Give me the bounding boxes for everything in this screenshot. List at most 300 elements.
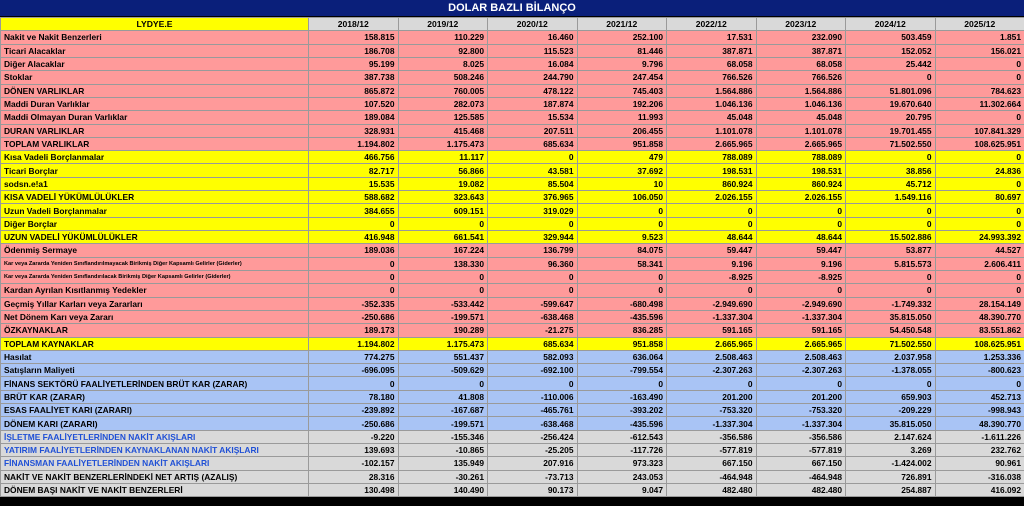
value-cell[interactable]: -2.949.690	[756, 297, 846, 310]
value-cell[interactable]: 788.089	[667, 151, 757, 164]
row-label[interactable]: sodsn.e!a1	[1, 177, 309, 190]
value-cell[interactable]: -1.611.226	[935, 430, 1024, 443]
value-cell[interactable]: 0	[577, 204, 667, 217]
value-cell[interactable]: -612.543	[577, 430, 667, 443]
value-cell[interactable]: -465.761	[488, 404, 578, 417]
value-cell[interactable]: -117.726	[577, 444, 667, 457]
value-cell[interactable]: 19.701.455	[846, 124, 936, 137]
row-label[interactable]: Net Dönem Karı veya Zararı	[1, 310, 309, 323]
value-cell[interactable]: 28.316	[309, 470, 399, 483]
value-cell[interactable]: 685.634	[488, 137, 578, 150]
value-cell[interactable]: 189.084	[309, 111, 399, 124]
row-label[interactable]: Uzun Vadeli Borçlanmalar	[1, 204, 309, 217]
value-cell[interactable]: 244.790	[488, 71, 578, 84]
value-cell[interactable]: -356.586	[756, 430, 846, 443]
value-cell[interactable]: 387.871	[667, 44, 757, 57]
value-cell[interactable]: 482.480	[667, 483, 757, 496]
value-cell[interactable]: 158.815	[309, 31, 399, 44]
value-cell[interactable]: 478.122	[488, 84, 578, 97]
value-cell[interactable]: 106.050	[577, 191, 667, 204]
value-cell[interactable]: 186.708	[309, 44, 399, 57]
row-label[interactable]: Diğer Alacaklar	[1, 57, 309, 70]
value-cell[interactable]: -1.378.055	[846, 364, 936, 377]
row-label[interactable]: Kar veya Zararda Yeniden Sınıflandırılmayacak Birikmiş Diğer Kapsamlı Gelirler (Giderler)	[1, 257, 309, 270]
value-cell[interactable]: -30.261	[398, 470, 488, 483]
value-cell[interactable]: 726.891	[846, 470, 936, 483]
value-cell[interactable]: 416.092	[935, 483, 1024, 496]
value-cell[interactable]: 2.026.155	[756, 191, 846, 204]
value-cell[interactable]: 11.993	[577, 111, 667, 124]
value-cell[interactable]: -352.335	[309, 297, 399, 310]
value-cell[interactable]: -533.442	[398, 297, 488, 310]
value-cell[interactable]: -753.320	[756, 404, 846, 417]
value-cell[interactable]: -435.596	[577, 310, 667, 323]
value-cell[interactable]: -509.629	[398, 364, 488, 377]
value-cell[interactable]: 745.403	[577, 84, 667, 97]
value-cell[interactable]: 110.229	[398, 31, 488, 44]
value-cell[interactable]: 85.504	[488, 177, 578, 190]
value-cell[interactable]: 139.693	[309, 444, 399, 457]
value-cell[interactable]: 0	[756, 217, 846, 230]
value-cell[interactable]: -696.095	[309, 364, 399, 377]
value-cell[interactable]: 15.534	[488, 111, 578, 124]
value-cell[interactable]: 1.175.473	[398, 137, 488, 150]
value-cell[interactable]: 16.084	[488, 57, 578, 70]
value-cell[interactable]: -393.202	[577, 404, 667, 417]
row-label[interactable]: Kardan Ayrılan Kısıtlanmış Yedekler	[1, 284, 309, 297]
value-cell[interactable]: 24.836	[935, 164, 1024, 177]
value-cell[interactable]: 16.460	[488, 31, 578, 44]
value-cell[interactable]: 25.442	[846, 57, 936, 70]
value-cell[interactable]: 508.246	[398, 71, 488, 84]
row-label[interactable]: KISA VADELİ YÜKÜMLÜLÜKLER	[1, 191, 309, 204]
value-cell[interactable]: -577.819	[667, 444, 757, 457]
value-cell[interactable]: 10	[577, 177, 667, 190]
value-cell[interactable]: -1.337.304	[756, 417, 846, 430]
value-cell[interactable]: 17.531	[667, 31, 757, 44]
value-cell[interactable]: 973.323	[577, 457, 667, 470]
value-cell[interactable]: 28.154.149	[935, 297, 1024, 310]
value-cell[interactable]: 0	[398, 284, 488, 297]
value-cell[interactable]: 254.887	[846, 483, 936, 496]
value-cell[interactable]: -21.275	[488, 324, 578, 337]
row-label[interactable]: FİNANSMAN FAALİYETLERİNDEN NAKİT AKIŞLARI	[1, 457, 309, 470]
value-cell[interactable]: 43.581	[488, 164, 578, 177]
value-cell[interactable]: 0	[309, 284, 399, 297]
value-cell[interactable]: 107.841.329	[935, 124, 1024, 137]
value-cell[interactable]: 482.480	[756, 483, 846, 496]
value-cell[interactable]: 51.801.096	[846, 84, 936, 97]
value-cell[interactable]: 387.871	[756, 44, 846, 57]
value-cell[interactable]: 37.692	[577, 164, 667, 177]
row-label[interactable]: TOPLAM VARLIKLAR	[1, 137, 309, 150]
value-cell[interactable]: 45.048	[667, 111, 757, 124]
value-cell[interactable]: 1.194.802	[309, 137, 399, 150]
value-cell[interactable]: 243.053	[577, 470, 667, 483]
value-cell[interactable]: 860.924	[756, 177, 846, 190]
row-label[interactable]: Kısa Vadeli Borçlanmalar	[1, 151, 309, 164]
value-cell[interactable]: 667.150	[667, 457, 757, 470]
value-cell[interactable]: -102.157	[309, 457, 399, 470]
value-cell[interactable]: 0	[846, 217, 936, 230]
value-cell[interactable]: 232.090	[756, 31, 846, 44]
value-cell[interactable]: 1.253.336	[935, 350, 1024, 363]
value-cell[interactable]: 0	[488, 151, 578, 164]
value-cell[interactable]: 11.117	[398, 151, 488, 164]
value-cell[interactable]: 115.523	[488, 44, 578, 57]
value-cell[interactable]: 9.196	[756, 257, 846, 270]
value-cell[interactable]: 58.341	[577, 257, 667, 270]
value-cell[interactable]: 68.058	[756, 57, 846, 70]
row-label[interactable]: YATIRIM FAALİYETLERİNDEN KAYNAKLANAN NAKİT AKIŞLARI	[1, 444, 309, 457]
value-cell[interactable]: 466.756	[309, 151, 399, 164]
row-label[interactable]: Ticari Alacaklar	[1, 44, 309, 57]
value-cell[interactable]: 71.502.550	[846, 337, 936, 350]
value-cell[interactable]: 0	[667, 377, 757, 390]
value-cell[interactable]: 1.194.802	[309, 337, 399, 350]
value-cell[interactable]: 0	[935, 284, 1024, 297]
value-cell[interactable]: 130.498	[309, 483, 399, 496]
value-cell[interactable]: 0	[667, 217, 757, 230]
value-cell[interactable]: 232.762	[935, 444, 1024, 457]
value-cell[interactable]: 35.815.050	[846, 417, 936, 430]
value-cell[interactable]: 591.165	[756, 324, 846, 337]
value-cell[interactable]: -2.949.690	[667, 297, 757, 310]
value-cell[interactable]: 1.046.136	[756, 97, 846, 110]
value-cell[interactable]: -638.468	[488, 310, 578, 323]
row-label[interactable]: Stoklar	[1, 71, 309, 84]
value-cell[interactable]: -155.346	[398, 430, 488, 443]
value-cell[interactable]: -25.205	[488, 444, 578, 457]
value-cell[interactable]: -464.948	[667, 470, 757, 483]
value-cell[interactable]: 1.046.136	[667, 97, 757, 110]
row-label[interactable]: Ödenmiş Sermaye	[1, 244, 309, 257]
value-cell[interactable]: 319.029	[488, 204, 578, 217]
value-cell[interactable]: -316.038	[935, 470, 1024, 483]
value-cell[interactable]: -1.749.332	[846, 297, 936, 310]
value-cell[interactable]: 71.502.550	[846, 137, 936, 150]
value-cell[interactable]: 80.697	[935, 191, 1024, 204]
value-cell[interactable]: 766.526	[667, 71, 757, 84]
value-cell[interactable]: 8.025	[398, 57, 488, 70]
value-cell[interactable]: 24.993.392	[935, 231, 1024, 244]
value-cell[interactable]: 0	[846, 71, 936, 84]
value-cell[interactable]: 11.302.664	[935, 97, 1024, 110]
value-cell[interactable]: 387.738	[309, 71, 399, 84]
row-label[interactable]: DURAN VARLIKLAR	[1, 124, 309, 137]
value-cell[interactable]: 38.856	[846, 164, 936, 177]
value-cell[interactable]: 415.468	[398, 124, 488, 137]
value-cell[interactable]: -256.424	[488, 430, 578, 443]
value-cell[interactable]: -692.100	[488, 364, 578, 377]
value-cell[interactable]: 3.269	[846, 444, 936, 457]
value-cell[interactable]: 45.712	[846, 177, 936, 190]
value-cell[interactable]: 156.021	[935, 44, 1024, 57]
row-label[interactable]: ESAS FAALİYET KARI (ZARARI)	[1, 404, 309, 417]
row-label[interactable]: Maddi Duran Varlıklar	[1, 97, 309, 110]
value-cell[interactable]: -1.337.304	[756, 310, 846, 323]
value-cell[interactable]: 661.541	[398, 231, 488, 244]
value-cell[interactable]: 1.101.078	[667, 124, 757, 137]
value-cell[interactable]: 0	[935, 151, 1024, 164]
value-cell[interactable]: 282.073	[398, 97, 488, 110]
value-cell[interactable]: 56.866	[398, 164, 488, 177]
value-cell[interactable]: -73.713	[488, 470, 578, 483]
value-cell[interactable]: 201.200	[667, 390, 757, 403]
row-label[interactable]: DÖNEM BAŞI NAKİT VE NAKİT BENZERLERİ	[1, 483, 309, 496]
year-header[interactable]: 2019/12	[398, 18, 488, 31]
value-cell[interactable]: -250.686	[309, 310, 399, 323]
value-cell[interactable]: 2.037.958	[846, 350, 936, 363]
value-cell[interactable]: 198.531	[667, 164, 757, 177]
value-cell[interactable]: 0	[935, 71, 1024, 84]
value-cell[interactable]: 90.961	[935, 457, 1024, 470]
value-cell[interactable]: 15.502.886	[846, 231, 936, 244]
value-cell[interactable]: 83.551.862	[935, 324, 1024, 337]
row-label[interactable]: Satışların Maliyeti	[1, 364, 309, 377]
value-cell[interactable]: 53.877	[846, 244, 936, 257]
value-cell[interactable]: 140.490	[398, 483, 488, 496]
value-cell[interactable]: 84.075	[577, 244, 667, 257]
value-cell[interactable]: 588.682	[309, 191, 399, 204]
value-cell[interactable]: 15.535	[309, 177, 399, 190]
value-cell[interactable]: 138.330	[398, 257, 488, 270]
value-cell[interactable]: 78.180	[309, 390, 399, 403]
value-cell[interactable]: 452.713	[935, 390, 1024, 403]
value-cell[interactable]: 0	[935, 204, 1024, 217]
value-cell[interactable]: 5.815.573	[846, 257, 936, 270]
value-cell[interactable]: 48.390.770	[935, 310, 1024, 323]
value-cell[interactable]: 774.275	[309, 350, 399, 363]
row-label[interactable]: DÖNEN VARLIKLAR	[1, 84, 309, 97]
value-cell[interactable]: 1.101.078	[756, 124, 846, 137]
value-cell[interactable]: 0	[577, 377, 667, 390]
value-cell[interactable]: 323.643	[398, 191, 488, 204]
value-cell[interactable]: 0	[309, 217, 399, 230]
value-cell[interactable]: 81.446	[577, 44, 667, 57]
value-cell[interactable]: 0	[398, 377, 488, 390]
year-header[interactable]: 2018/12	[309, 18, 399, 31]
value-cell[interactable]: 0	[667, 204, 757, 217]
value-cell[interactable]: 0	[846, 270, 936, 283]
value-cell[interactable]: 45.048	[756, 111, 846, 124]
value-cell[interactable]: 189.036	[309, 244, 399, 257]
row-label[interactable]: ÖZKAYNAKLAR	[1, 324, 309, 337]
row-label[interactable]: FİNANS SEKTÖRÜ FAALİYETLERİNDEN BRÜT KAR (ZARAR)	[1, 377, 309, 390]
value-cell[interactable]: 384.655	[309, 204, 399, 217]
value-cell[interactable]: 59.447	[756, 244, 846, 257]
value-cell[interactable]: 0	[756, 204, 846, 217]
value-cell[interactable]: 760.005	[398, 84, 488, 97]
value-cell[interactable]: 659.903	[846, 390, 936, 403]
year-header[interactable]: 2024/12	[846, 18, 936, 31]
value-cell[interactable]: 152.052	[846, 44, 936, 57]
value-cell[interactable]: 206.455	[577, 124, 667, 137]
value-cell[interactable]: 198.531	[756, 164, 846, 177]
value-cell[interactable]: -435.596	[577, 417, 667, 430]
value-cell[interactable]: 44.527	[935, 244, 1024, 257]
row-label[interactable]: Maddi Olmayan Duran Varlıklar	[1, 111, 309, 124]
row-label[interactable]: Hasılat	[1, 350, 309, 363]
value-cell[interactable]: 68.058	[667, 57, 757, 70]
value-cell[interactable]: -577.819	[756, 444, 846, 457]
value-cell[interactable]: 503.459	[846, 31, 936, 44]
value-cell[interactable]: -1.337.304	[667, 310, 757, 323]
value-cell[interactable]: 108.625.951	[935, 337, 1024, 350]
row-label[interactable]: DÖNEM KARI (ZARARI)	[1, 417, 309, 430]
row-label[interactable]: BRÜT KAR (ZARAR)	[1, 390, 309, 403]
value-cell[interactable]: 9.047	[577, 483, 667, 496]
value-cell[interactable]: 0	[846, 284, 936, 297]
value-cell[interactable]: -199.571	[398, 310, 488, 323]
value-cell[interactable]: 190.289	[398, 324, 488, 337]
value-cell[interactable]: 0	[846, 204, 936, 217]
value-cell[interactable]: 0	[846, 151, 936, 164]
row-label[interactable]: İŞLETME FAALİYETLERİNDEN NAKİT AKIŞLARI	[1, 430, 309, 443]
value-cell[interactable]: 0	[488, 377, 578, 390]
value-cell[interactable]: -356.586	[667, 430, 757, 443]
value-cell[interactable]: 784.623	[935, 84, 1024, 97]
value-cell[interactable]: 0	[935, 270, 1024, 283]
value-cell[interactable]: 860.924	[667, 177, 757, 190]
value-cell[interactable]: 90.173	[488, 483, 578, 496]
value-cell[interactable]: 0	[398, 217, 488, 230]
value-cell[interactable]: 0	[488, 270, 578, 283]
value-cell[interactable]: 207.916	[488, 457, 578, 470]
value-cell[interactable]: -753.320	[667, 404, 757, 417]
value-cell[interactable]: 329.944	[488, 231, 578, 244]
value-cell[interactable]: 59.447	[667, 244, 757, 257]
row-label[interactable]: TOPLAM KAYNAKLAR	[1, 337, 309, 350]
value-cell[interactable]: 54.450.548	[846, 324, 936, 337]
value-cell[interactable]: 48.390.770	[935, 417, 1024, 430]
value-cell[interactable]: 479	[577, 151, 667, 164]
value-cell[interactable]: 609.151	[398, 204, 488, 217]
value-cell[interactable]: -209.229	[846, 404, 936, 417]
value-cell[interactable]: 167.224	[398, 244, 488, 257]
year-header[interactable]: 2020/12	[488, 18, 578, 31]
year-header[interactable]: 2021/12	[577, 18, 667, 31]
value-cell[interactable]: 207.511	[488, 124, 578, 137]
row-label[interactable]: NAKİT VE NAKİT BENZERLERİNDEKİ NET ARTIŞ (AZALIŞ)	[1, 470, 309, 483]
value-cell[interactable]: -110.006	[488, 390, 578, 403]
value-cell[interactable]: 667.150	[756, 457, 846, 470]
value-cell[interactable]: 0	[309, 257, 399, 270]
value-cell[interactable]: -9.220	[309, 430, 399, 443]
value-cell[interactable]: 0	[577, 270, 667, 283]
value-cell[interactable]: 0	[935, 57, 1024, 70]
row-label[interactable]: Kar veya Zararda Yeniden Sınıflandırılacak Birikmiş Diğer Kapsamlı Gelirler (Giderler)	[1, 270, 309, 283]
value-cell[interactable]: 95.199	[309, 57, 399, 70]
value-cell[interactable]: 1.851	[935, 31, 1024, 44]
value-cell[interactable]: -8.925	[667, 270, 757, 283]
value-cell[interactable]: 1.564.886	[756, 84, 846, 97]
value-cell[interactable]: 187.874	[488, 97, 578, 110]
value-cell[interactable]: 19.670.640	[846, 97, 936, 110]
value-cell[interactable]: 1.564.886	[667, 84, 757, 97]
value-cell[interactable]: 0	[935, 377, 1024, 390]
value-cell[interactable]: 92.800	[398, 44, 488, 57]
value-cell[interactable]: 2.665.965	[667, 137, 757, 150]
value-cell[interactable]: 19.082	[398, 177, 488, 190]
value-cell[interactable]: 0	[309, 270, 399, 283]
row-label[interactable]: Ticari Borçlar	[1, 164, 309, 177]
value-cell[interactable]: 0	[935, 217, 1024, 230]
value-cell[interactable]: -1.424.002	[846, 457, 936, 470]
value-cell[interactable]: 96.360	[488, 257, 578, 270]
value-cell[interactable]: -1.337.304	[667, 417, 757, 430]
value-cell[interactable]: 788.089	[756, 151, 846, 164]
value-cell[interactable]: 20.795	[846, 111, 936, 124]
value-cell[interactable]: 0	[309, 377, 399, 390]
value-cell[interactable]: 591.165	[667, 324, 757, 337]
value-cell[interactable]: 189.173	[309, 324, 399, 337]
value-cell[interactable]: 416.948	[309, 231, 399, 244]
value-cell[interactable]: 41.808	[398, 390, 488, 403]
value-cell[interactable]: 136.799	[488, 244, 578, 257]
value-cell[interactable]: 0	[935, 177, 1024, 190]
value-cell[interactable]: 766.526	[756, 71, 846, 84]
value-cell[interactable]: 0	[756, 377, 846, 390]
value-cell[interactable]: -163.490	[577, 390, 667, 403]
value-cell[interactable]: 0	[667, 284, 757, 297]
value-cell[interactable]: 2.508.463	[756, 350, 846, 363]
year-header[interactable]: 2023/12	[756, 18, 846, 31]
value-cell[interactable]: 1.175.473	[398, 337, 488, 350]
row-label[interactable]: Nakit ve Nakit Benzerleri	[1, 31, 309, 44]
value-cell[interactable]: 2.026.155	[667, 191, 757, 204]
value-cell[interactable]: 636.064	[577, 350, 667, 363]
value-cell[interactable]: 82.717	[309, 164, 399, 177]
value-cell[interactable]: 0	[577, 284, 667, 297]
row-label[interactable]: Diğer Borçlar	[1, 217, 309, 230]
value-cell[interactable]: 201.200	[756, 390, 846, 403]
value-cell[interactable]: 0	[398, 270, 488, 283]
value-cell[interactable]: -638.468	[488, 417, 578, 430]
value-cell[interactable]: 9.196	[667, 257, 757, 270]
value-cell[interactable]: -250.686	[309, 417, 399, 430]
value-cell[interactable]: -10.865	[398, 444, 488, 457]
value-cell[interactable]: 35.815.050	[846, 310, 936, 323]
value-cell[interactable]: 1.549.116	[846, 191, 936, 204]
value-cell[interactable]: 192.206	[577, 97, 667, 110]
value-cell[interactable]: 108.625.951	[935, 137, 1024, 150]
ticker-cell[interactable]: LYDYE.E	[1, 18, 309, 31]
value-cell[interactable]: 685.634	[488, 337, 578, 350]
value-cell[interactable]: 951.858	[577, 337, 667, 350]
value-cell[interactable]: 328.931	[309, 124, 399, 137]
value-cell[interactable]: 2.508.463	[667, 350, 757, 363]
value-cell[interactable]: -599.647	[488, 297, 578, 310]
value-cell[interactable]: -8.925	[756, 270, 846, 283]
value-cell[interactable]: 865.872	[309, 84, 399, 97]
value-cell[interactable]: 125.585	[398, 111, 488, 124]
value-cell[interactable]: 0	[756, 284, 846, 297]
row-label[interactable]: Geçmiş Yıllar Karları veya Zararları	[1, 297, 309, 310]
value-cell[interactable]: 9.523	[577, 231, 667, 244]
value-cell[interactable]: 2.665.965	[756, 337, 846, 350]
value-cell[interactable]: 0	[577, 217, 667, 230]
value-cell[interactable]: 2.606.411	[935, 257, 1024, 270]
value-cell[interactable]: 0	[488, 284, 578, 297]
value-cell[interactable]: 951.858	[577, 137, 667, 150]
value-cell[interactable]: 107.520	[309, 97, 399, 110]
value-cell[interactable]: 376.965	[488, 191, 578, 204]
value-cell[interactable]: -2.307.263	[667, 364, 757, 377]
value-cell[interactable]: 48.644	[756, 231, 846, 244]
value-cell[interactable]: -464.948	[756, 470, 846, 483]
value-cell[interactable]: 2.147.624	[846, 430, 936, 443]
